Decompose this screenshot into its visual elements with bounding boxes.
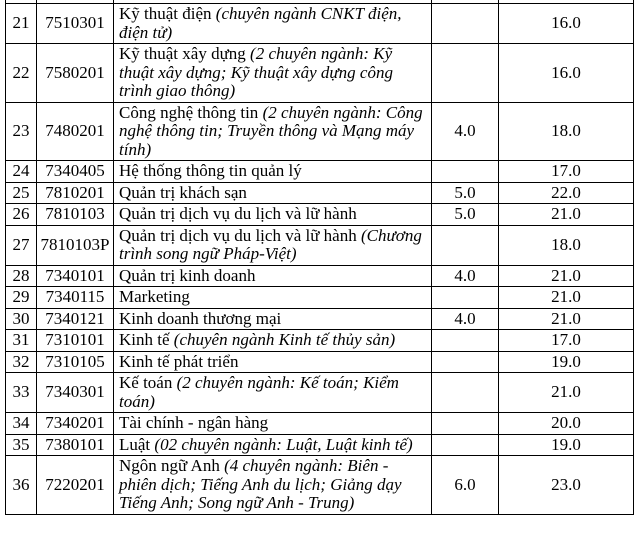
admission-score-cell: 17.0 (499, 330, 634, 352)
row-number-cell: 21 (6, 4, 37, 44)
major-name-cell (114, 287, 432, 309)
row-number-cell: 30 (6, 308, 37, 330)
admission-score-cell: 21.0 (499, 287, 634, 309)
major-name-cell (114, 161, 432, 183)
table-row (6, 351, 634, 373)
major-code-cell: 7480201 (37, 102, 114, 161)
admission-scores-table (5, 0, 634, 515)
major-name-note: (2 chuyên ngành: Kỹ thuật xây dựng; Kỹ thuật xây dựng công trình giao thông) (119, 44, 393, 100)
table-row (6, 373, 634, 413)
row-number-cell: 22 (6, 44, 37, 103)
major-name: Ngôn ngữ Anh (119, 456, 220, 475)
table-row (6, 265, 634, 287)
admission-score-cell: 22.0 (499, 182, 634, 204)
major-name-cell (114, 308, 432, 330)
major-code-cell: 7810103P (37, 225, 114, 265)
major-name-cell (114, 44, 432, 103)
major-name: Marketing (119, 287, 190, 306)
major-name-note: (2 chuyên ngành: Kế toán; Kiểm toán) (119, 373, 399, 411)
bonus-score-cell (432, 44, 499, 103)
major-name: Kinh doanh thương mại (119, 308, 282, 328)
major-name-note: (chuyên ngành CNKT điện, điện tử) (119, 4, 402, 42)
major-code-cell: 7310105 (37, 351, 114, 373)
table-row (6, 225, 634, 265)
bonus-score-cell (432, 330, 499, 352)
major-name-cell (114, 182, 432, 204)
bonus-score-cell (432, 4, 499, 44)
row-number-cell: 28 (6, 265, 37, 287)
major-name: Luật (119, 434, 151, 454)
bonus-score-cell (432, 413, 499, 435)
table-row (6, 434, 634, 456)
table-row (6, 4, 634, 44)
admission-score-cell: 18.0 (499, 102, 634, 161)
bonus-score-cell (432, 434, 499, 456)
major-name: Công nghệ thông tin (119, 102, 259, 122)
major-name: Kỹ thuật điện (119, 4, 212, 23)
bonus-score-cell (432, 373, 499, 413)
table-row (6, 308, 634, 330)
bonus-score-cell (432, 161, 499, 183)
admission-score-cell: 16.0 (499, 4, 634, 44)
row-number-cell: 23 (6, 102, 37, 161)
major-name: Tài chính - ngân hàng (119, 413, 269, 432)
major-code-cell: 7580201 (37, 44, 114, 103)
major-code-cell: 7810103 (37, 204, 114, 226)
major-code-cell: 7810201 (37, 182, 114, 204)
major-name-cell (114, 351, 432, 373)
row-number-cell: 29 (6, 287, 37, 309)
major-name: Kỹ thuật xây dựng (119, 44, 246, 63)
bonus-score-cell: 5.0 (432, 182, 499, 204)
major-code-cell: 7340201 (37, 413, 114, 435)
major-name-note: (02 chuyên ngành: Luật, Luật kinh tế) (154, 434, 413, 454)
row-number-cell: 25 (6, 182, 37, 204)
bonus-score-cell: 4.0 (432, 102, 499, 161)
major-code-cell: 7340115 (37, 287, 114, 309)
bonus-score-cell (432, 351, 499, 373)
major-name-note: (Chương trình song ngữ Pháp-Việt) (119, 225, 422, 263)
major-name-cell (114, 204, 432, 226)
major-code-cell: 7310101 (37, 330, 114, 352)
major-name-cell (114, 4, 432, 44)
admission-score-cell: 21.0 (499, 265, 634, 287)
major-code-cell: 7340405 (37, 161, 114, 183)
table-row (6, 161, 634, 183)
major-code-cell: 7380101 (37, 434, 114, 456)
bonus-score-cell (432, 225, 499, 265)
admission-score-cell: 21.0 (499, 204, 634, 226)
major-name-note: (chuyên ngành Kinh tế thủy sản) (173, 330, 396, 349)
table-row (6, 204, 634, 226)
row-number-cell: 26 (6, 204, 37, 226)
table-row (6, 287, 634, 309)
bonus-score-cell: 6.0 (432, 456, 499, 515)
major-name: Quản trị kinh doanh (119, 265, 256, 285)
table-row (6, 182, 634, 204)
row-number-cell: 33 (6, 373, 37, 413)
major-name: Kinh tế (119, 330, 170, 349)
table-row (6, 44, 634, 103)
bonus-score-cell (432, 287, 499, 309)
row-number-cell: 24 (6, 161, 37, 183)
bonus-score-cell: 4.0 (432, 265, 499, 287)
bonus-score-cell: 5.0 (432, 204, 499, 226)
row-number-cell: 34 (6, 413, 37, 435)
admission-score-cell: 23.0 (499, 456, 634, 515)
major-code-cell: 7340101 (37, 265, 114, 287)
major-name: Quản trị khách sạn (119, 182, 247, 202)
bonus-score-cell: 4.0 (432, 308, 499, 330)
table-row (6, 102, 634, 161)
table-row (6, 330, 634, 352)
major-name: Quản trị dịch vụ du lịch và lữ hành (119, 225, 357, 245)
major-name-cell (114, 413, 432, 435)
major-name: Quản trị dịch vụ du lịch và lữ hành (119, 204, 357, 223)
admission-table-body (6, 0, 634, 514)
admission-score-cell: 20.0 (499, 413, 634, 435)
row-number-cell: 31 (6, 330, 37, 352)
admission-score-cell: 21.0 (499, 373, 634, 413)
major-code-cell: 7340121 (37, 308, 114, 330)
major-name-cell (114, 434, 432, 456)
major-code-cell: 7220201 (37, 456, 114, 515)
major-name-cell (114, 373, 432, 413)
admission-score-cell: 19.0 (499, 434, 634, 456)
admission-score-cell: 21.0 (499, 308, 634, 330)
row-number-cell: 36 (6, 456, 37, 515)
major-code-cell: 7510301 (37, 4, 114, 44)
major-name-note: (2 chuyên ngành: Công nghệ thông tin; Truyền thông và Mạng máy tính) (119, 102, 423, 159)
major-name: Hệ thống thông tin quản lý (119, 161, 302, 180)
admission-score-cell: 19.0 (499, 351, 634, 373)
row-number-cell: 32 (6, 351, 37, 373)
major-name-note: (4 chuyên ngành: Biên - phiên dịch; Tiếng Anh du lịch; Giảng dạy Tiếng Anh; Song ngữ Anh - Trung) (119, 456, 402, 512)
major-name-cell (114, 225, 432, 265)
table-row (6, 456, 634, 515)
row-number-cell: 27 (6, 225, 37, 265)
major-name-cell (114, 265, 432, 287)
admission-score-cell: 17.0 (499, 161, 634, 183)
table-row (6, 413, 634, 435)
major-name: Kế toán (119, 373, 173, 392)
major-name-cell (114, 330, 432, 352)
major-name-cell (114, 456, 432, 515)
major-code-cell: 7340301 (37, 373, 114, 413)
admission-score-cell: 18.0 (499, 225, 634, 265)
row-number-cell: 35 (6, 434, 37, 456)
major-name: Kinh tế phát triển (119, 351, 239, 371)
admission-score-cell: 16.0 (499, 44, 634, 103)
major-name-cell (114, 102, 432, 161)
